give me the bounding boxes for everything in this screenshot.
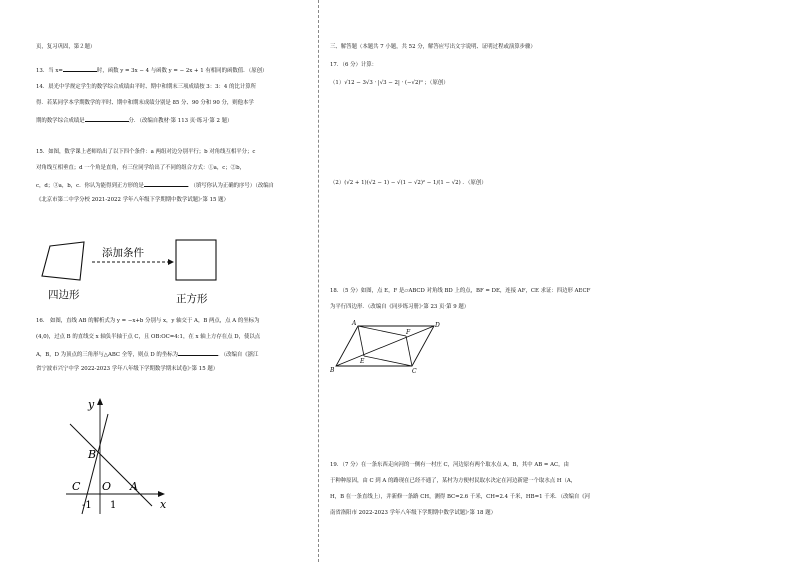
- label-b: B: [88, 448, 97, 461]
- q15-line-3: [36, 181, 274, 190]
- q15-line-2: 对角线互相垂直；d 一个角是直角，有三位同学给出了不同的组合方式：①a，c；②b，: [36, 165, 245, 171]
- q15-line-4: 《北京市第二中学分校 2021-2022 学年八年级下学期期中数学试题》·第 15 题）: [36, 197, 229, 203]
- q14-line-2: 得．若某同学本学期数学的平时、期中和期末成绩分别是 85 分、90 分和 90 分，则他本学: [36, 100, 254, 106]
- q19-line-4: 南省洛阳市 2022-2023 学年八年级下学期期中数学试题》·第 18 题）: [330, 510, 496, 516]
- q15-text-b: ．（填写你认为正确的序号）（改编自: [187, 183, 275, 189]
- label-c: C: [412, 368, 417, 374]
- q14-blank[interactable]: [85, 116, 129, 122]
- q14-text-a: 期的数学综合成绩是: [36, 118, 85, 124]
- label-c: C: [72, 480, 81, 493]
- q17-part-1: （1）√12 − 3√3 · |√3 − 2| · (−√2)⁰ ；（原创）: [330, 80, 449, 86]
- segment-ae: [358, 326, 364, 356]
- q16-line-4: 省宁波市兴宁中学 2022-2023 学年八年级下学期数学期末试卷》·第 15 题）: [36, 366, 219, 372]
- label-a: A: [130, 480, 138, 493]
- quadrilateral-label: 四边形: [48, 289, 80, 301]
- segment-af: [358, 326, 406, 336]
- label-x: x: [160, 498, 167, 511]
- figure-16: [60, 396, 180, 518]
- text-line-top: 页，复习巩固，第２题）: [36, 44, 96, 50]
- segment-fc: [406, 336, 412, 366]
- q19-line-2: 于种种原因，由 C 到 A 的路现在已经不通了，某村为方便村民取水决定在河边新建一个取水点 H（A，: [330, 478, 577, 484]
- arrow-label: 添加条件: [102, 247, 144, 259]
- q17-title: 17．（6 分）计算：: [330, 62, 378, 68]
- q14-line-3: [36, 116, 232, 125]
- q15-text-a: c，d；③a，b，c．你认为能得到正方形的是: [36, 183, 144, 189]
- label-a: A: [352, 320, 357, 327]
- q16-line-3: [36, 350, 258, 359]
- line-bc: [82, 414, 108, 514]
- q13-text-a: 13．当 x=: [36, 68, 63, 74]
- label-o: O: [102, 480, 112, 493]
- label-neg-one: -1: [82, 500, 92, 511]
- q14-line-1: 14．晨光中学规定学生的数学综合成绩由平时、期中和期末三项成绩按 3：3：4 的比计算所: [36, 84, 257, 90]
- y-axis-arrow-icon: [97, 398, 103, 405]
- segment-ce: [364, 356, 412, 366]
- q13-blank[interactable]: [63, 66, 97, 72]
- figure-18: [330, 318, 440, 374]
- figure-15: [36, 228, 236, 308]
- q16-blank[interactable]: [178, 350, 218, 356]
- x-axis-arrow-icon: [158, 491, 165, 497]
- label-b: B: [330, 367, 335, 374]
- quadrilateral-shape: [42, 242, 84, 280]
- q18-line-2: 为平行四边形．（改编自《同步练习册》·第 23 页·第 9 题）: [330, 304, 470, 310]
- q13-text-b: 时，函数 y = 3x − 4 与函数 y = − 2x + 1 有相同的函数值．（原创）: [96, 68, 268, 74]
- section-heading: 三、解答题（本题共 7 小题，共 52 分，解答应写出文字说明、证明过程或演算步骤）: [330, 44, 536, 50]
- q17-part-2: （2）(√2 + 1)(√2 − 1) − √(1 − √2)² − 1/(1 − √2) ．（原创）: [330, 180, 487, 186]
- label-e: E: [360, 358, 365, 365]
- label-d: D: [435, 322, 440, 329]
- q15-blank[interactable]: [144, 181, 188, 187]
- question-13: [36, 66, 267, 75]
- q15-line-1: 15．如图，数学课上老师给出了以下四个条件：a 两组对边分别平行；b 对角线互相平分；c: [36, 149, 256, 155]
- q19-line-1: 19．（7 分）在一条东西走向河的一侧有一村庄 C，河边原有两个取水点 A，B，其中 AB = AC，由: [330, 462, 569, 468]
- square-label: 正方形: [176, 293, 208, 305]
- q16-line-1: 16． 如图，直线 AB 的解析式为 y = −x+b 分别与 x，y 轴交于 A，B 两点，点 A 的坐标为: [36, 318, 260, 324]
- right-column: [322, 0, 794, 562]
- left-column: [0, 0, 318, 562]
- label-one: 1: [110, 500, 117, 511]
- q16-line-2: (4,0)，过点 B 的直线交 x 轴负半轴于点 C，且 OB:OC=4:1，在 x 轴上方存在点 D，使以点: [36, 334, 261, 340]
- q19-line-3: H，B 在一条直线上），并新修一条路 CH，测得 BC=2.6 千米，CH=2.4 千米，HB=1 千米．（改编自《河: [330, 494, 591, 500]
- q16-text-a: A，B，D 为顶点的三角形与△ABC 全等，则点 D 的坐标为: [36, 352, 178, 358]
- square-shape: [176, 240, 216, 280]
- arrow-head-icon: [168, 259, 174, 265]
- q14-text-b: 分．（改编自教材·第 113 页·练习·第 2 题）: [128, 118, 233, 124]
- label-f: F: [406, 329, 411, 336]
- q18-line-1: 18．（5 分）如图，点 E，F 是▱ABCD 对角线 BD 上的点，BF = DE，连接 AF，CE 求证：四边形 AECF: [330, 288, 591, 294]
- label-y: y: [88, 398, 95, 411]
- column-divider: [318, 0, 319, 562]
- q16-text-b: ．（改编自《浙江: [218, 352, 259, 358]
